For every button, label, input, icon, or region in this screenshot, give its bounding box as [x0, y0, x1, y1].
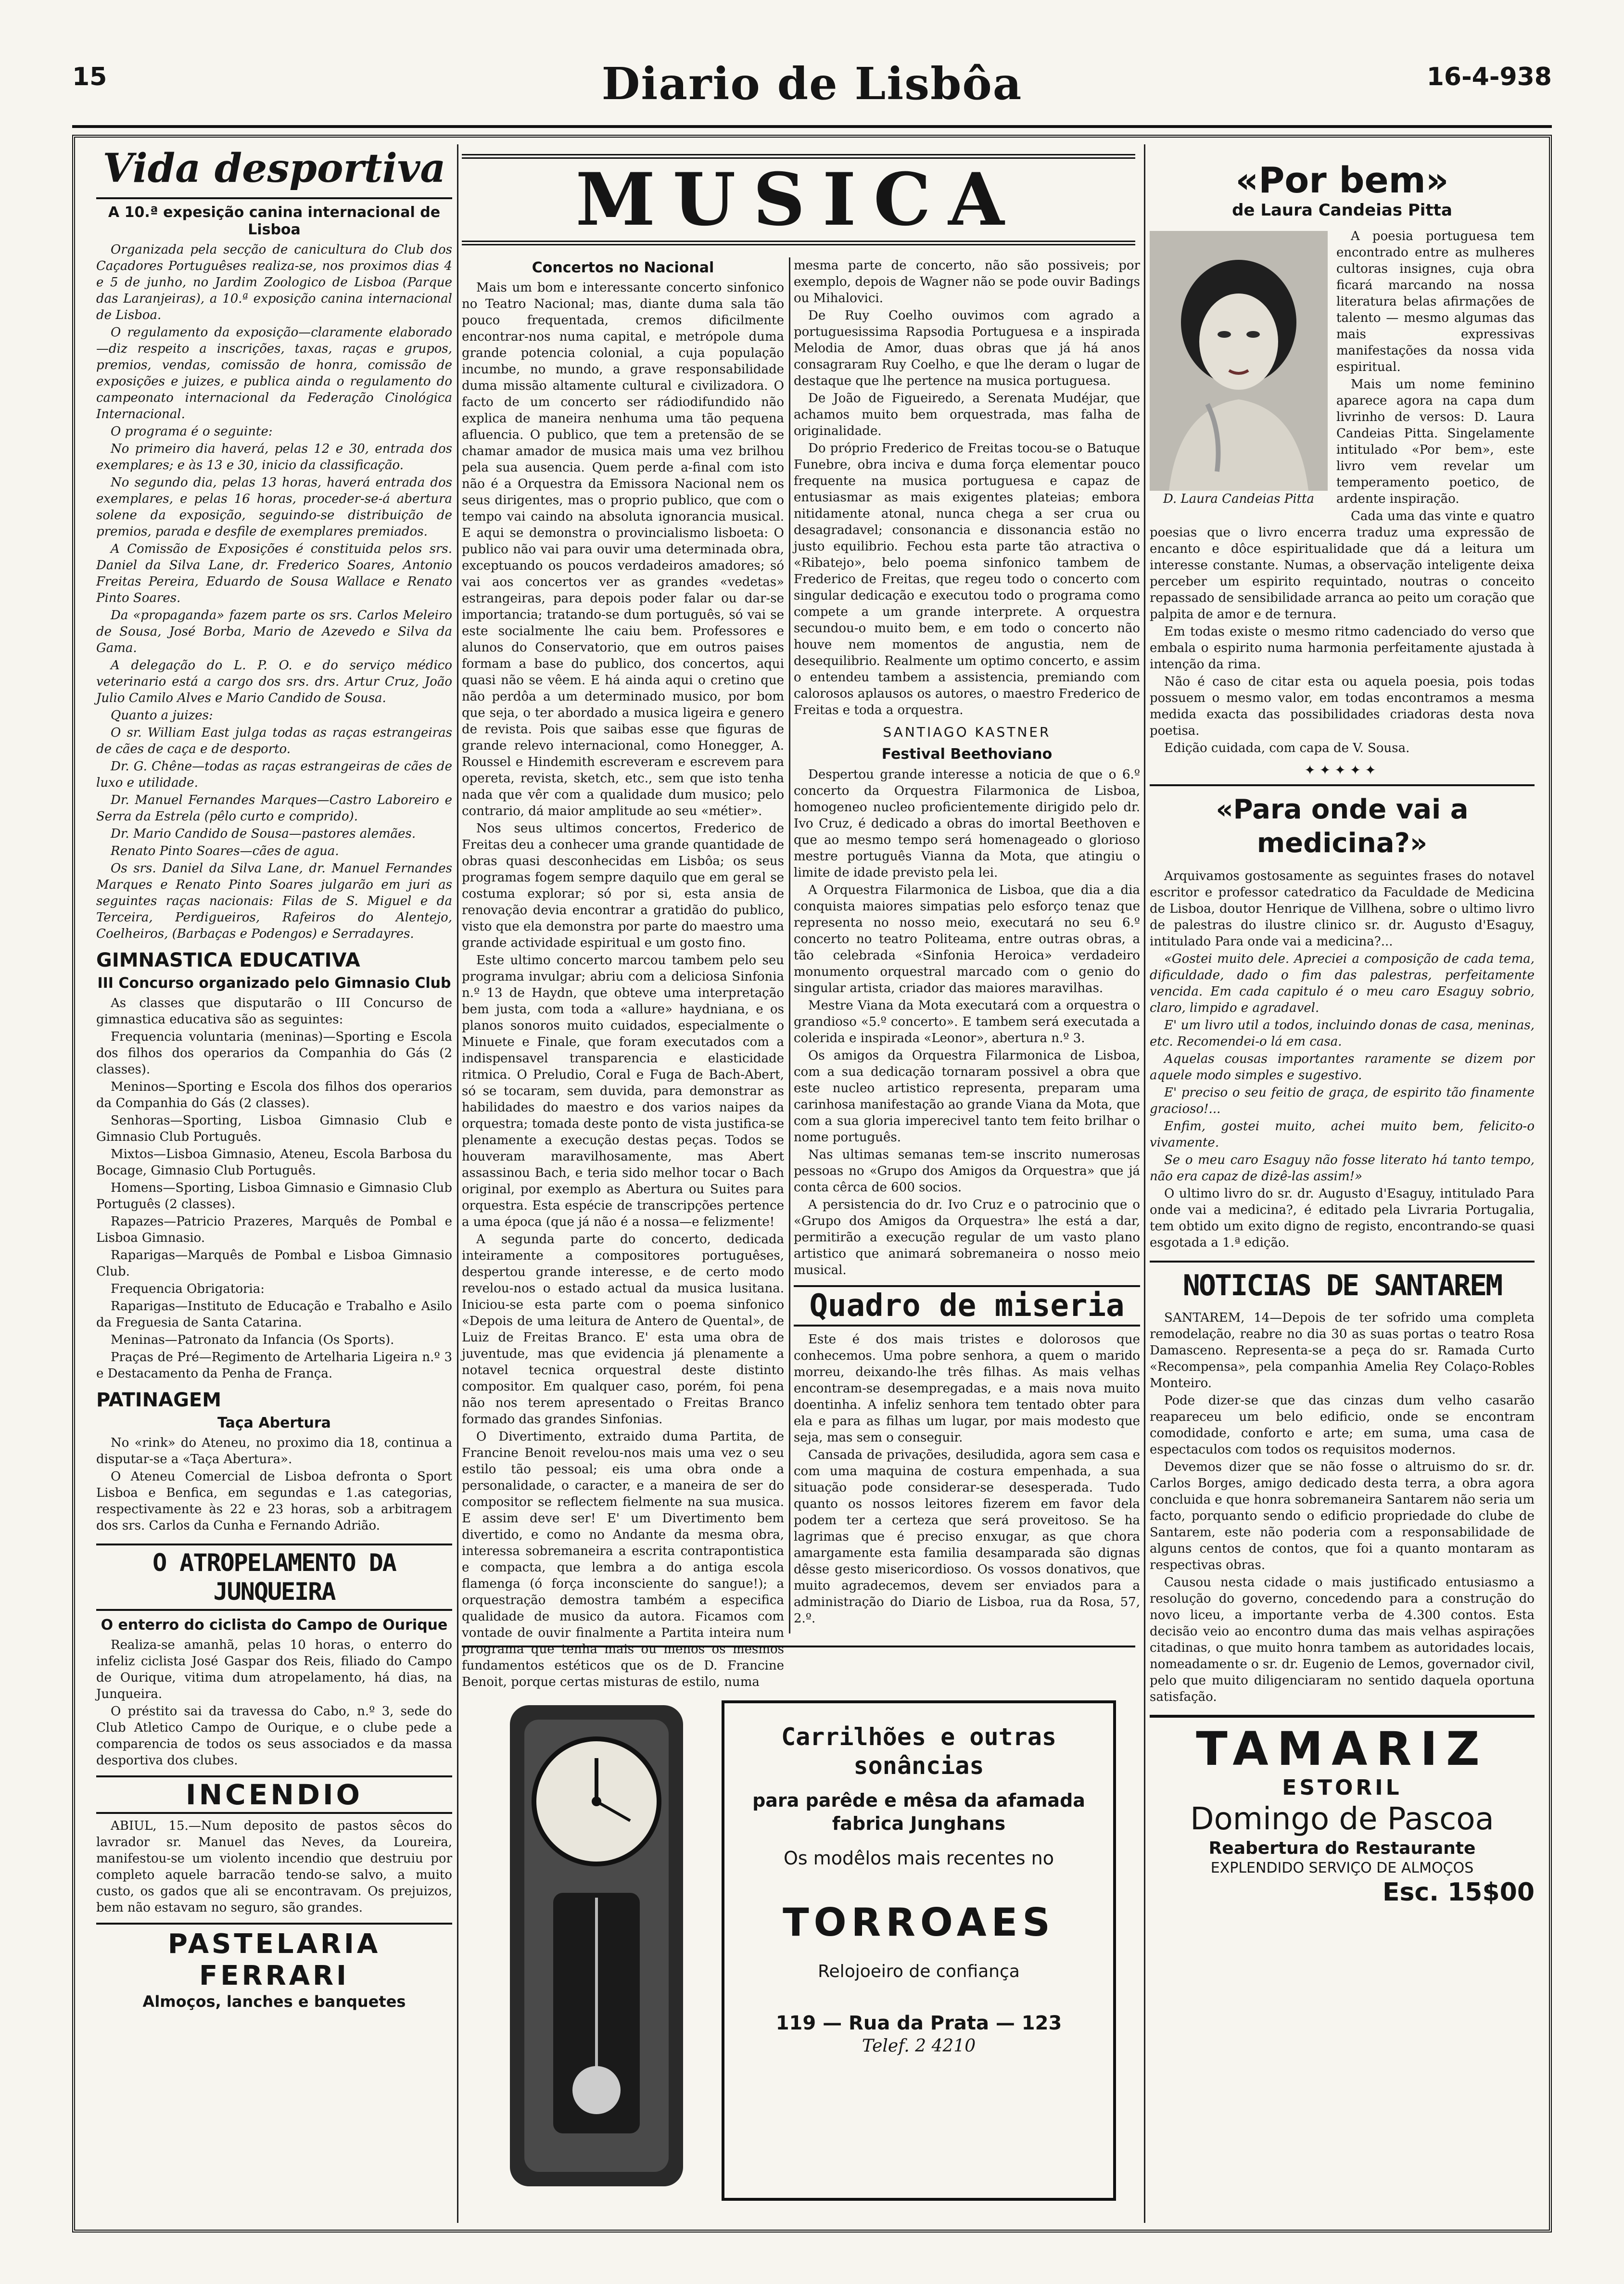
photo-face — [1199, 293, 1278, 390]
paragraph: Dr. Manuel Fernandes Marques—Castro Laboreiro e Serra da Estrela (pêlo curto e comprido). — [96, 793, 452, 824]
portrait-photo — [1150, 231, 1328, 491]
paragraph: Em todas existe o mesmo ritmo cadenciado do verso que embala o espirito numa harmonia perfeitamente ajustada à intenção da rima. — [1150, 625, 1535, 672]
column-music-1 — [462, 257, 784, 1689]
paragraph: ABIUL, 15.—Num deposito de pastos sêcos do lavrador sr. Manuel das Neves, da Loureira, manifestou-se um violento incendio que destruiu por completo aquele barracão tendo-se salvo, a muito custo, os gados que ali se encontravam. Os prejuizos, bem não estavam no seguro, são grandes. — [96, 1819, 452, 1915]
paragraph: Mixtos—Lisboa Gimnasio, Ateneu, Escola Barbosa du Bocage, Gimnasio Club Português. — [96, 1147, 452, 1178]
paragraph: Dr. Mario Candido de Sousa—pastores alemães. — [111, 827, 416, 841]
paragraph: Raparigas—Instituto de Educação e Trabalho e Asilo da Freguesia de Santa Catarina. — [96, 1299, 452, 1330]
article-head-dog-show: A 10.ª expesição canina internacional de Lisboa — [108, 204, 441, 238]
paragraph: As classes que disputarão o III Concurso de gimnastica educativa são as seguintes: — [96, 996, 452, 1027]
page-number: 15 — [72, 63, 107, 91]
masthead — [72, 58, 1552, 115]
paragraph: Senhoras—Sporting, Lisboa Gimnasio Club e Gimnasio Club Português. — [96, 1113, 452, 1144]
portrait-figure — [1150, 231, 1328, 507]
ad-address: 119 — Rua da Prata — 123 — [775, 2012, 1062, 2034]
paragraph: Homens—Sporting, Lisboa Gimnasio e Gimnasio Club Português (2 classes). — [96, 1181, 452, 1212]
ad-ferrari — [96, 1923, 452, 2011]
ad-line-watchmaker: Relojoeiro de confiança — [818, 1962, 1020, 1981]
paragraph: O sr. William East julga todas as raças estrangeiras de cães de caça e de desporto. — [96, 726, 452, 756]
paragraph: E' um livro util a todos, incluindo donas de casa, meninas, etc. Recomendei-o lá em casa. — [1150, 1018, 1535, 1049]
paragraph: O Divertimento, extraido duma Partita, de Francine Benoit revelou-nos mais uma vez o seu estilo tão pessoal; eis uma obra onde a personalidade, o caracter, e a maneira de ser do compositor se reflectem fielmente na sua musica. E assim deve ser! E' um Divertimento bem divertido, e como no Andante da mesma obra, interessa sobremaneira a escrita contrapontistica e compacta, que lembra a do antiga escola flamenga (ó força inconsciente do sangue!); a orquestração demostra também a especifica qualidade de musico da autora. Ficamos com vontade de ouvir finalmente a Partita inteira num programa que tenha mais ou menos os mesmos fundamentos estéticos que os de D. Francine Benoit, porque certas misturas de estilo, numa — [462, 1429, 784, 1689]
article-head-concertos: Concertos no Nacional — [532, 259, 714, 276]
ad-line-junghans: para parêde e mêsa da afamada fabrica Junghans — [752, 1790, 1085, 1834]
paragraph: De João de Figueiredo, a Serenata Mudéjar, que achamos muito bem orquestrada, mas falha de originalidade. — [794, 391, 1140, 438]
clock-pivot — [592, 1797, 601, 1806]
paragraph: Este é dos mais tristes e dolorosos que conhecemos. Uma pobre senhora, a quem o marido morreu, deixando-lhe três filhas. As mais velhas encontram-se desempregadas, e a mais nova muito doentinha. A infeliz senhora tem tentado obter para ela e para as filhas um lugar, por mais modesto que seja, mas sem o conseguir. — [794, 1332, 1140, 1445]
paragraph: Quanto a juizes: — [111, 708, 213, 723]
ad-phone: Telef. 2 4210 — [862, 2036, 976, 2056]
paragraph: O programa é o seguinte: — [111, 424, 273, 439]
ad-line-models: Os modêlos mais recentes no — [784, 1848, 1054, 1869]
article-body-junqueira — [96, 1637, 452, 1769]
paragraph: No «rink» do Ateneu, no proximo dia 18, continua a disputar-se a «Taça Abertura». — [96, 1436, 452, 1467]
ad-torroaes — [462, 1646, 1135, 2223]
article-body-dog-show — [96, 242, 452, 942]
paragraph: A Orquestra Filarmonica de Lisboa, que dia a dia conquista maiores simpatias pelo esforço tenaz que representa no nosso meio, executará no seu 6.º concerto no teatro Politeama, entre outras obras, a tão celebrada «Sinfonia Heroica» verdadeiro monumento orquestral marcado com o genio do singular artista, criador das maiores maravilhas. — [794, 883, 1140, 995]
column-right — [1150, 144, 1535, 2223]
music-section-title: MUSICA — [462, 154, 1135, 245]
portrait-caption: D. Laura Candeias Pitta — [1163, 492, 1314, 506]
ad-tamariz-price: Esc. 15$00 — [1382, 1878, 1535, 1907]
paragraph: Renato Pinto Soares—cães de agua. — [111, 844, 339, 858]
ad-tamariz — [1150, 1715, 1535, 1907]
paragraph: Causou nesta cidade o mais justificado entusiasmo a resolução do governo, concedendo para a construção do novo liceu, a importante verba de 4.300 contos. Esta decisão veio ao encontro duma das mais velhas aspirações citadinas, o que muito honra tambem as autoridades locais, nomeadamente o sr. dr. Eugenio de Lemos, governador civil, pelo que muito diligenciaram no sentido daquela oportuna satisfação. — [1150, 1575, 1535, 1704]
paragraph: Cada uma das vinte e quatro poesias que o livro encerra traduz uma expressão de encanto e dôce espiritualidade que dá a leitura um interesse constante. Numas, a observação inteligente deixa perceber um espirito requintado, noutras o conceito repassado de sensibilidade arranca ao peito um coração que palpita de amor e de ternura. — [1150, 509, 1535, 622]
paragraph: Meninas—Patronato da Infancia (Os Sports). — [111, 1333, 394, 1347]
paragraph: Cansada de privações, desiludida, agora sem casa e com uma maquina de costura empenhada, a sua situação pode considerar-se desesperada. Tudo quanto os nossos leitores fizerem em favor dela podem ter a certeza que será proveitoso. Se ha lagrimas que é preciso enxugar, as que chora amargamente esta familia desamparada são dignas dêsse gesto misericordioso. Os vossos donativos, que muito agradecemos, devem ser enviados para a administração do Diario de Lisboa, rua da Rosa, 57, 2.º. — [794, 1448, 1140, 1626]
paragraph: No segundo dia, pelas 13 horas, haverá entrada dos exemplares, e pelas 16 horas, proceder-se-á abertura solene da exposição, seguindo-se distribuição de premios, parada e desfile de exemplares premiados. — [96, 475, 452, 539]
clock-illustration — [481, 1686, 712, 2206]
paragraph: Despertou grande interesse a noticia de que o 6.º concerto da Orquestra Filarmonica de Lisboa, homogeneo nucleo proficientemente dirigido pelo dr. Ivo Cruz, é dedicado a obras do imortal Beethoven e que ao mesmo tempo será homenageado o glorioso mestre português Vianna da Mota, que atingiu o limite de idade previsto pela lei. — [794, 767, 1140, 880]
article-byline-por-bem: de Laura Candeias Pitta — [1232, 201, 1452, 220]
column-rule — [789, 257, 790, 1633]
paragraph: Nos seus ultimos concertos, Frederico de Freitas deu a conhecer uma grande quantidade de obras quasi desconhecidas em Lisbôa; os seus programas fogem sempre daquilo que em geral se costuma explorar; só por si, esta ansia de renovação devia encontrar a gratidão do publico, visto que ela demonstra por parte do maestro uma grande actividade espiritual e um gosto fino. — [462, 821, 784, 950]
paragraph: Devemos dizer que se não fosse o altruismo do sr. dr. Carlos Borges, amigo dedicado desta terra, a obra agora concluida e que honra sobremaneira Santarem não seria um facto, porquanto sendo o edificio propriedade do clube de Santarem, este não poderia com a responsabilidade de alguns centos de contos, que foi a quanto montaram as respectivas obras. — [1150, 1460, 1535, 1572]
paragraph: Frequencia Obrigatoria: — [111, 1282, 265, 1296]
ad-tamariz-reopening: Reabertura do Restaurante — [1208, 1838, 1476, 1858]
ad-brand-torroaes: TORROAES — [783, 1900, 1055, 1945]
ad-ferrari-tagline: Almoços, lanches e banquetes — [142, 1992, 406, 2011]
paragraph: Aquelas cousas importantes raramente se dizem por aquele modo simples e sugestivo. — [1150, 1052, 1535, 1083]
paragraph: «Gostei muito dele. Apreciei a composição de cada tema, dificuldade, dado o fim das palestras, perfeitamente vencida. Em cada capitulo é o meu caro Esaguy sobrio, claro, limpido e agradavel. — [1150, 952, 1535, 1015]
photo-eye-left — [1218, 331, 1231, 338]
paragraph: O regulamento da exposição—claramente elaborado—diz respeito a inscrições, taxas, raças e grupos, premios, vendas, comissão de honra, comissão de exposições e juizes, e publica ainda o regulamento do campeonato internacional da Federação Cinológica Internacional. — [96, 325, 452, 421]
paragraph: Enfim, gostei muito, achei muito bem, felicito-o vivamente. — [1150, 1119, 1535, 1150]
paragraph: Os srs. Daniel da Silva Lane, dr. Manuel Fernandes Marques e Renato Pinto Soares julgarão em juri as seguintes raças nacionais: Filas de S. Miguel e da Terceira, Perdigueiros, Rafeiros do Alentejo, Coelheiros, (Barbaças e Podengos) e Serradayres. — [96, 861, 452, 941]
ad-box — [722, 1700, 1116, 2201]
article-head-misery: Quadro de miseria — [794, 1285, 1140, 1327]
paragraph: Organizada pela secção de canicultura do Club dos Caçadores Portuguêses realiza-se, nos proximos dias 4 e 5 de junho, no Jardim Zoologico de Lisboa (Parque das Laranjeiras), a 10.ª exposição canina internacional de Lisboa. — [96, 242, 452, 322]
article-head-beethoven: Festival Beethoviano — [881, 746, 1053, 763]
paragraph: A persistencia do dr. Ivo Cruz e o patrocinio que o «Grupo dos Amigos da Orquestra» lhe está a dar, permitirão a execução regular de um vasto plano artistico que animará sobremaneira o nosso meio musical. — [794, 1198, 1140, 1277]
paragraph: Mestre Viana da Mota executará com a orquestra o grandioso «5.º concerto». E tambem será executada a colerida e inspirada «Leonor», abertura n.º 3. — [794, 998, 1140, 1046]
ad-line-chimes: Carrilhões e outras sonâncias — [781, 1723, 1056, 1780]
paragraph: Não é caso de citar esta ou aquela poesia, pois todas possuem o mesmo valor, em todas encontramos a mesma medida exacta das possibilidades criadoras desta nova poetisa. — [1150, 675, 1535, 738]
article-subhead-junqueira: O enterro do ciclista do Campo de Ourique — [101, 1617, 448, 1633]
article-head-junqueira: O ATROPELAMENTO DA JUNQUEIRA — [96, 1544, 452, 1611]
photo-eye-right — [1246, 331, 1260, 338]
paragraph: Da «propaganda» fazem parte os srs. Carlos Meleiro de Sousa, José Borba, Mario de Azevedo e Silva da Gama. — [96, 608, 452, 655]
ad-tamariz-occasion: Domingo de Pascoa — [1190, 1801, 1494, 1837]
paragraph: Nas ultimas semanas tem-se inscrito numerosas pessoas no «Grupo dos Amigos da Orquestra» que já conta cêrca de 600 socios. — [794, 1148, 1140, 1195]
paragraph: O ultimo livro do sr. dr. Augusto d'Esaguy, intitulado Para onde vai a medicina?, é editado pela Livraria Portugalia, tem obtido um exito digno de registo, encontrando-se quasi esgotada a 1.ª edição. — [1150, 1187, 1535, 1250]
article-head-por-bem: «Por bem» — [1235, 160, 1449, 201]
column-rule — [1144, 144, 1145, 2223]
article-body-fire — [96, 1818, 452, 1916]
paragraph: De Ruy Coelho ouvimos com agrado a portuguesissima Rapsodia Portuguesa e a inspirada Melodia de Amor, duas obras que já há anos consagraram Ruy Coelho, e que lhe deram o lugar de destaque que lhe pertence na musica portuguesa. — [794, 308, 1140, 388]
author-signature: SANTIAGO KASTNER — [883, 724, 1051, 740]
paragraph: SANTAREM, 14—Depois de ter sofrido uma completa remodelação, reabre no dia 30 as suas portas o teatro Rosa Damasceno. Representa-se a peça do sr. Ramada Curto «Recompensa», pela companhia Amelia Rey Colaço-Robles Monteiro. — [1150, 1311, 1535, 1391]
paragraph: A segunda parte do concerto, dedicada inteiramente a compositores portuguêses, despertou grande interesse, e de certo modo revelou-nos o estado actual da musica lusitana. Iniciou-se esta parte com o poema sinfonico «Depois de uma leitura de Antero de Quental», de Luiz de Freitas Branco. E' esta uma obra de juventude, mas que evidencia já plenamente a notavel tecnica orquestral deste distinto compositor. Em qualquer caso, porém, foi pena não nos terem apresentado o Freitas Branco formado das grandes Sinfonias. — [462, 1232, 784, 1427]
ad-tamariz-place: ESTORIL — [1282, 1775, 1402, 1800]
paragraph: Arquivamos gostosamente as seguintes frases do notavel escritor e professor catedratico da Faculdade de Medicina de Lisboa, doutor Henrique de Villhena, sobre o ultimo livro de palestras do ilustre clinico sr. dr. Augusto d'Esaguy, intitulado Para onde vai a medicina?... — [1150, 869, 1535, 949]
paragraph: Meninos—Sporting e Escola dos filhos dos operarios da Companhia do Gás (2 classes). — [96, 1080, 452, 1110]
paragraph: Edição cuidada, com capa de V. Sousa. — [1164, 741, 1410, 755]
ad-ferrari-name: PASTELARIA FERRARI — [167, 1928, 381, 1991]
article-subhead-gymnastics: III Concurso organizado pelo Gimnasio Club — [97, 975, 451, 992]
paragraph: Frequencia voluntaria (meninas)—Sporting e Escola dos filhos dos operarios da Companhia do Gás (2 classes). — [96, 1030, 452, 1077]
paragraph: A poesia portuguesa tem encontrado entre as mulheres cultoras insignes, cuja obra ficará marcando na nossa literatura belas afirmações de talento — mesmo algumas das mais expressivas manifestações da nossa vida espiritual. — [1336, 229, 1535, 374]
paragraph: Os amigos da Orquestra Filarmonica de Lisboa, com a sua dedicação tornaram possivel a obra que este nucleo artistico representa, preparam uma carinhosa manifestação ao grande Viana da Mota, que com a sua gloria imperecivel tanto tem feito brilhar o nome português. — [794, 1048, 1140, 1145]
issue-date: 16-4-938 — [1426, 63, 1552, 91]
newspaper-title: Diario de Lisbôa — [601, 58, 1023, 110]
paragraph: mesma parte de concerto, não são possiveis; por exemplo, depois de Wagner não se pode ouvir Badings ou Mihalovici. — [794, 258, 1140, 306]
column-music-2 — [794, 257, 1140, 1633]
paragraph: Dr. G. Chêne—todas as raças estrangeiras de cães de luxo e utilidade. — [96, 759, 452, 790]
paragraph: A delegação do L. P. O. e do serviço médico veterinario está a cargo dos srs. drs. Artur Cruz, João Julio Camilo Alves e Mario Candido de Sousa. — [96, 658, 452, 705]
paragraph: Rapazes—Patricio Prazeres, Marquês de Pombal e Lisboa Gimnasio. — [96, 1214, 452, 1245]
column-rule — [457, 144, 458, 2223]
paragraph: Raparigas—Marquês de Pombal e Lisboa Gimnasio Club. — [96, 1248, 452, 1279]
article-subhead-skating: Taça Abertura — [217, 1415, 331, 1431]
quote-block — [1150, 951, 1535, 1185]
divider — [96, 197, 452, 199]
paragraph: Praças de Pré—Regimento de Artelharia Ligeira n.º 3 e Destacamento da Penha de França. — [96, 1350, 452, 1381]
clock-pendulum-bob — [572, 2066, 621, 2114]
article-head-skating: PATINAGEM — [96, 1389, 222, 1411]
section-title-sports: Vida desportiva — [102, 145, 446, 191]
article-head-medicine: «Para onde vai a medicina?» — [1150, 784, 1535, 860]
paragraph: E' preciso o seu feitio de graça, de espirito tão finamente gracioso!... — [1150, 1085, 1535, 1116]
column-sports — [96, 144, 452, 2223]
paragraph: Do próprio Frederico de Freitas tocou-se o Batuque Funebre, obra inciva e duma força elementar pouco frequente na musica portuguesa e capaz de entusiasmar as mais exigentes plateias; embora nitidamente atonal, nunca chega a ser crua ou desagradavel; consonancia e dissonancia estão no justo equilibrio. Fechou esta parte tão atractiva o «Ribatejo», belo poema sinfonico tambem de Frederico de Freitas, que regeu todo o concerto com singular dedicação e executou todo o programa como compete a um grande interprete. A orquestra secundou-o muito bem, e em todo o concerto não houve nem momentos de angustia, nem de desequilibrio. Realmente um optimo concerto, e assim o entendeu tambem a assistencia, premiando com calorosos aplausos os autores, o maestro Frederico de Freitas e toda a orquestra. — [794, 441, 1140, 717]
paragraph: Este ultimo concerto marcou tambem pelo seu programa invulgar; abriu com a deliciosa Sinfonia n.º 13 de Haydn, que obteve uma interpretação bem justa, com toda a «allure» haydniana, e os planos sonoros muito cuidados, especialmente o Minuete e Finale, que foram executados com a indispensavel transparencia e elasticidade ritmica. O Preludio, Coral e Fuga de Bach-Abert, só se tocaram, sem duvida, para demonstrar as habilidades do maestro e dos varios naipes da orquestra; tomada deste ponto de vista justifica-se plenamente a execução destas peças. Todos se houveram maravilhosamente, mas Abert assassinou Bach, e teria sido melhor tocar o Bach original, por exemplo as Abertura ou Suites para orquestra. Esta espécie de transcripções pertence a uma época (que já não é a nossa—e felizmente! — [462, 953, 784, 1229]
article-head-santarem: NOTICIAS DE SANTAREM — [1150, 1261, 1535, 1304]
ornament-divider: ✦✦✦✦✦ — [1304, 762, 1380, 778]
music-section-header — [462, 154, 1135, 250]
article-body-gymnastics — [96, 995, 452, 1382]
ad-tamariz-service: EXPLENDIDO SERVIÇO DE ALMOÇOS — [1210, 1860, 1474, 1876]
paragraph: Pode dizer-se que das cinzas dum velho casarão reapareceu um belo edificio, onde se encontram comodidade, conforto e arte; em suma, uma casa de espectaculos com todos os requisitos modernos. — [1150, 1393, 1535, 1457]
paragraph: Mais um nome feminino aparece agora na capa dum livrinho de versos: D. Laura Candeias Pitta. Singelamente intitulado «Por bem», este livro vem revelar um temperamento poetico, de ardente inspiração. — [1336, 377, 1535, 506]
paragraph: No primeiro dia haverá, pelas 12 e 30, entrada dos exemplares; e às 13 e 30, inicio da classificação. — [96, 442, 452, 472]
masthead-rule — [72, 125, 1552, 128]
paragraph: Mais um bom e interessante concerto sinfonico no Teatro Nacional; mas, diante duma sala tão pouco frequentada, cremos dificilmente encontrar-nos numa capital, e metrópole duma grande potencia colonial, a cuja população incumbe, no mundo, a grave responsabilidade duma missão altamente cultural e civilizadora. O facto de um concerto ser rádiodifundido não explica de maneira nenhuma uma tão pequena afluencia. O publico, que tem a pretensão de se chamar amador de musica mais uma vez brilhou pela sua ausencia. Quem perde a-final com isto não é a Orquestra da Emissora Nacional nem os seus dirigentes, mas o proprio publico, que com o tempo vai caindo na absoluta ignorancia musical. E aqui se demonstra o provincialismo lisboeta: O publico não vai para ouvir uma determinada obra, exceptuando os poucos verdadeiros amadores; só vai aos concertos ver as grandes «vedetas» estrangeiras, para depois poder falar ou dar-se importancia; tratando-se dum português, só vai se este socialmente lhe caiu bem. Professores e alunos do Conservatorio, que em outros paises formam a base do publico, dos concertos, aqui quasi não se vêem. E há ainda aqui o cretino que não perdôa a um determinado musico, por bom que seja, o ter abordado a musica ligeira e genero de revista. Pois que saibas esse que figuras de grande relevo internacional, como Honegger, A. Roussel e Hindemith escreveram e escrevem para opereta, revista, sketch, etc., sem que isto tenha nada que vêr com a qualidade dum musico; pelo contrario, dá maior amplitude ao seu «métier». — [462, 281, 784, 818]
paragraph: O Ateneu Comercial de Lisboa defronta o Sport Lisboa e Benfica, em segundas e 1.as categorias, respectivamente às 22 e 23 horas, sob a arbitragem dos srs. Carlos da Cunha e Fernando Adrião. — [96, 1469, 452, 1533]
article-head-gymnastics: GIMNASTICA EDUCATIVA — [96, 949, 360, 971]
article-body-skating — [96, 1435, 452, 1534]
paragraph: A Comissão de Exposições é constituida pelos srs. Daniel da Silva Lane, dr. Frederico Soares, Antonio Freitas Pereira, Eduardo de Sousa Wallace e Renato Pinto Soares. — [96, 542, 452, 605]
paragraph: Realiza-se amanhã, pelas 10 horas, o enterro do infeliz ciclista José Gaspar dos Reis, filiado do Campo de Ourique, vitima dum atropelamento, há dias, na Junqueira. — [96, 1638, 452, 1701]
article-head-fire: INCENDIO — [96, 1775, 452, 1814]
ad-tamariz-name: TAMARIZ — [1196, 1722, 1488, 1776]
paragraph: Se o meu caro Esaguy não fosse literato há tanto tempo, não era capaz de dizê-las assim!» — [1150, 1153, 1535, 1184]
paragraph: O préstito sai da travessa do Cabo, n.º 3, sede do Club Atletico Campo de Ourique, e o clube pede a comparencia de todos os seus associados e da massa desportiva dos clubes. — [96, 1704, 452, 1768]
